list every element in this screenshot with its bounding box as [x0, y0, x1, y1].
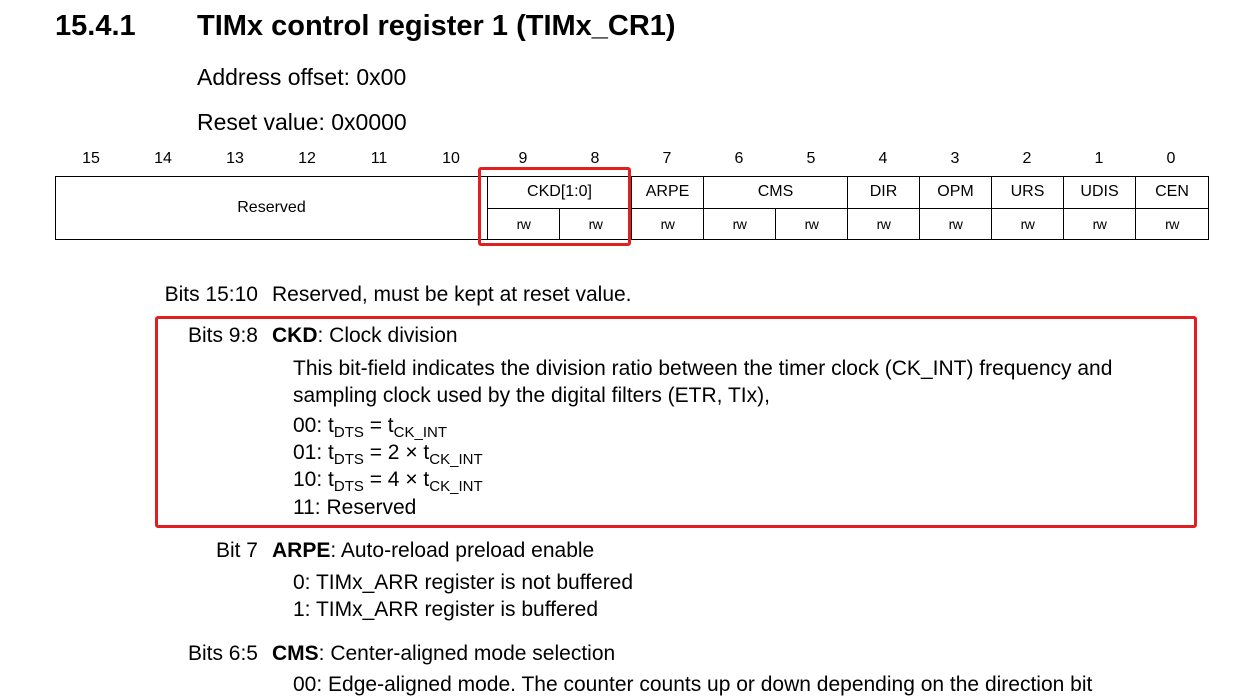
- bit-number: 8: [590, 150, 600, 167]
- arpe-title: : Auto-reload preload enable: [330, 539, 595, 562]
- sub-dts: DTS: [333, 451, 364, 468]
- cms-name: CMS: [272, 642, 319, 665]
- bit-number: 11: [370, 150, 388, 167]
- arpe-option-0: 0: TIMx_ARR register is not buffered: [293, 571, 634, 594]
- field-cms: CMS: [704, 177, 848, 209]
- opt10-prefix: 10: t: [293, 468, 334, 491]
- access-cen: rw: [1136, 208, 1209, 240]
- section-number: 15.4.1: [55, 10, 136, 42]
- field-arpe: ARPE: [632, 177, 704, 209]
- arpe-heading: [272, 539, 594, 563]
- bit-number: 3: [950, 150, 960, 167]
- bit-number: 15: [82, 150, 100, 167]
- sub-ckint: CK_INT: [429, 451, 483, 468]
- address-offset: Address offset: 0x00: [197, 64, 407, 90]
- ckd-body-line2: sampling clock used by the digital filters (ETR, TIx),: [293, 384, 770, 407]
- reserved-field: Reserved: [56, 177, 488, 240]
- sub-ckint: CK_INT: [393, 424, 447, 441]
- ckd-option-00: [293, 414, 447, 441]
- reserved-description: Reserved, must be kept at reset value.: [272, 283, 632, 306]
- ckd-title: : Clock division: [317, 324, 458, 347]
- sub-ckint: CK_INT: [429, 478, 483, 495]
- opt00-prefix: 00: t: [293, 414, 334, 437]
- ckd-heading: [272, 324, 458, 348]
- reset-value: Reset value: 0x0000: [197, 109, 407, 135]
- field-opm: OPM: [920, 177, 992, 209]
- access-ckd-8: rw: [560, 208, 632, 240]
- field-cen: CEN: [1136, 177, 1209, 209]
- field-urs: URS: [992, 177, 1064, 209]
- bit-number: 13: [226, 150, 244, 167]
- bit-number: 4: [878, 150, 888, 167]
- section-title: TIMx control register 1 (TIMx_CR1): [197, 10, 676, 42]
- ckd-bits-label: Bits 9:8: [187, 324, 258, 347]
- cms-heading: [272, 642, 615, 666]
- bit-number: 10: [442, 150, 460, 167]
- ckd-name: CKD: [272, 324, 318, 347]
- access-dir: rw: [848, 208, 920, 240]
- access-cms-6: rw: [704, 208, 776, 240]
- access-arpe: rw: [632, 208, 704, 240]
- bit-number: 6: [734, 150, 744, 167]
- access-udis: rw: [1064, 208, 1136, 240]
- bit-number: 2: [1022, 150, 1032, 167]
- bit-number: 0: [1166, 150, 1176, 167]
- access-urs: rw: [992, 208, 1064, 240]
- arpe-option-1: 1: TIMx_ARR register is buffered: [293, 598, 599, 621]
- opt00-mid: = t: [363, 414, 394, 437]
- bit-number: 1: [1094, 150, 1104, 167]
- access-cms-5: rw: [776, 208, 848, 240]
- access-ckd-9: rw: [488, 208, 560, 240]
- bit-number: 7: [662, 150, 672, 167]
- arpe-name: ARPE: [272, 539, 331, 562]
- ckd-option-01: [293, 441, 483, 468]
- bit-number: 9: [518, 150, 528, 167]
- ckd-option-11: 11: Reserved: [293, 496, 417, 519]
- ckd-field-highlight: [478, 167, 631, 246]
- field-dir: DIR: [848, 177, 920, 209]
- opt10-mid: = 4 × t: [363, 468, 430, 491]
- field-ckd: CKD[1:0]: [488, 177, 632, 209]
- access-opm: rw: [920, 208, 992, 240]
- opt01-prefix: 01: t: [293, 441, 334, 464]
- field-udis: UDIS: [1064, 177, 1136, 209]
- bit-number: 5: [806, 150, 816, 167]
- register-table: [55, 176, 1209, 240]
- bit-number: 14: [154, 150, 172, 167]
- sub-dts: DTS: [333, 478, 364, 495]
- cms-title: : Center-aligned mode selection: [318, 642, 616, 665]
- bit-number: 12: [298, 150, 316, 167]
- reserved-bits-label: Bits 15:10: [164, 283, 258, 306]
- arpe-bits-label: Bit 7: [215, 539, 258, 562]
- ckd-body-line1: This bit-field indicates the division ratio between the timer clock (CK_INT) frequency and: [293, 357, 1113, 380]
- opt01-mid: = 2 × t: [363, 441, 430, 464]
- sub-dts: DTS: [333, 424, 364, 441]
- cms-option-00: 00: Edge-aligned mode. The counter counts up or down depending on the direction bit: [293, 673, 1093, 696]
- cms-bits-label: Bits 6:5: [187, 642, 258, 665]
- ckd-option-10: [293, 468, 483, 495]
